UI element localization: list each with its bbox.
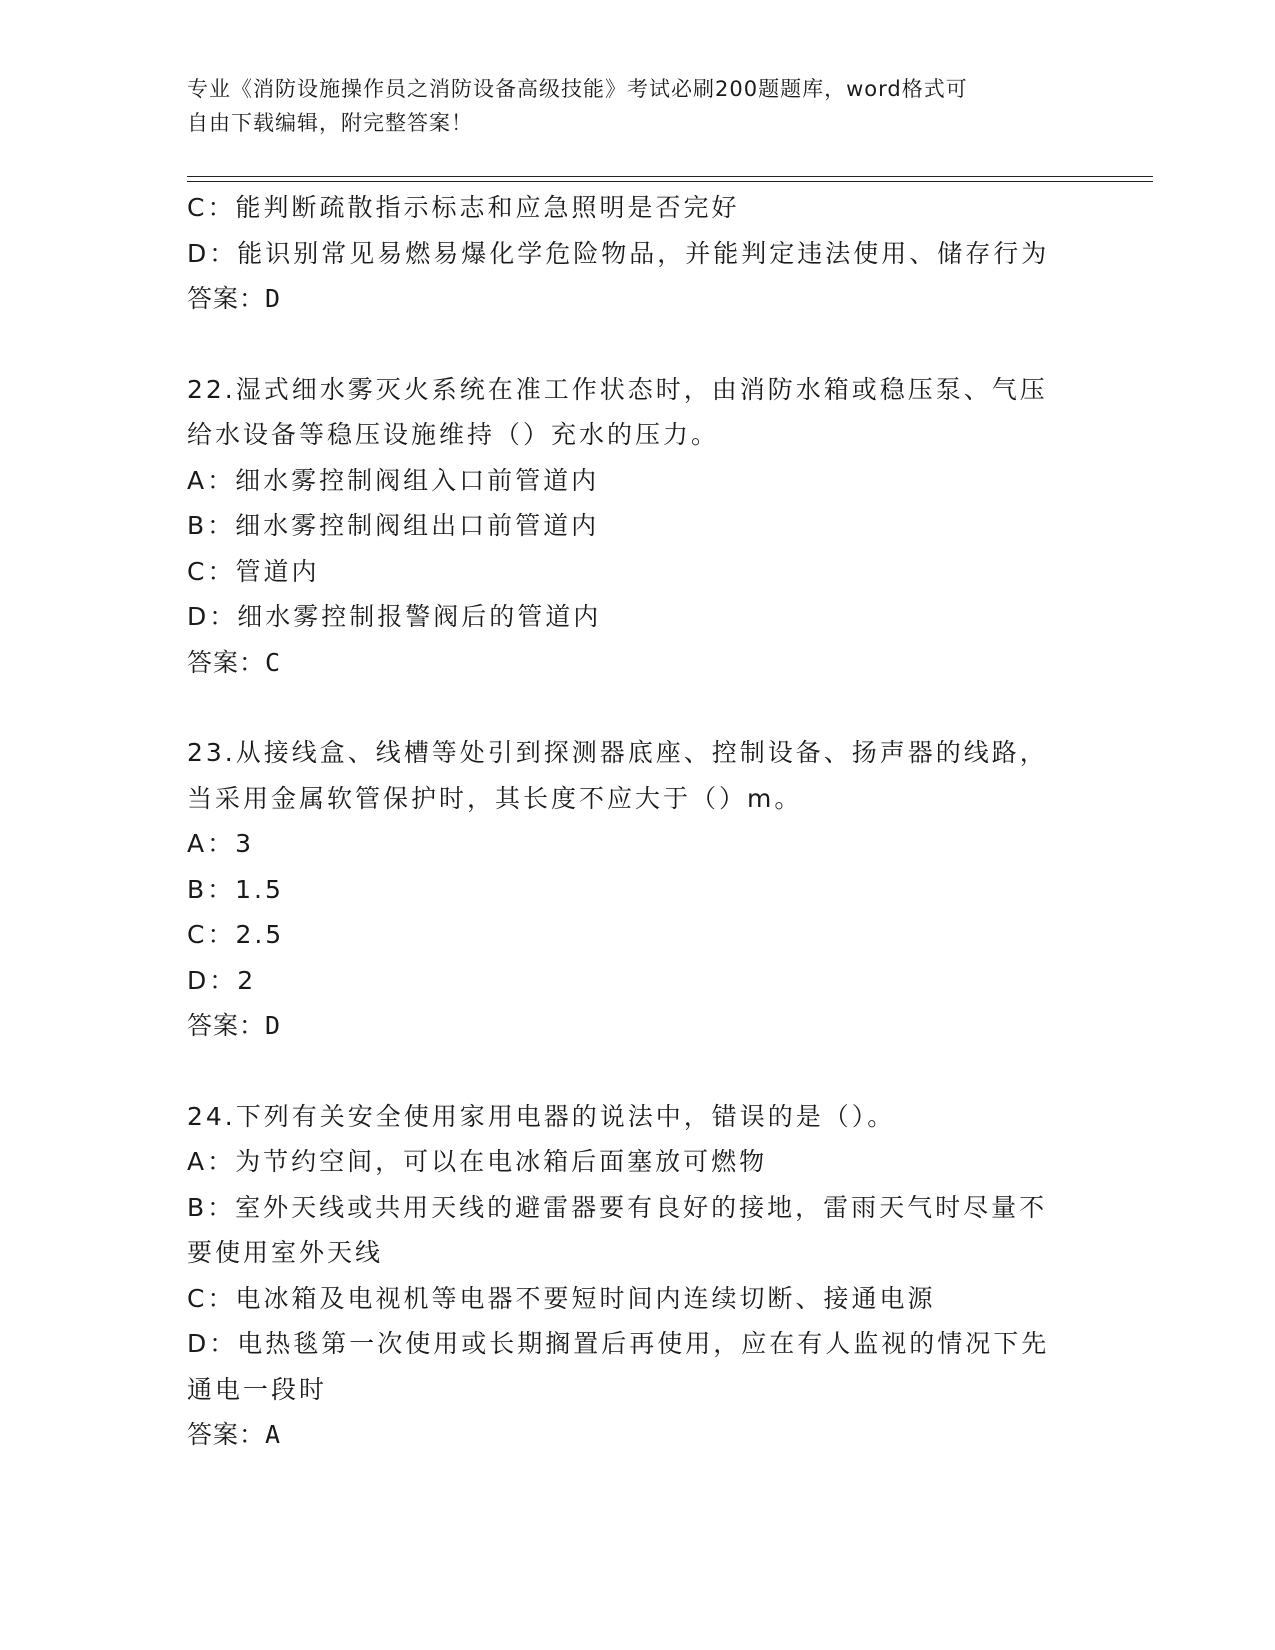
option-a: A：为节约空间，可以在电冰箱后面塞放可燃物: [187, 1147, 768, 1176]
answer: 答案：D: [187, 284, 282, 313]
question-stem: 24.下列有关安全使用家用电器的说法中，错误的是（）。: [187, 1101, 896, 1131]
question-21-tail: [187, 185, 1087, 322]
spacer: [187, 685, 1087, 730]
option-b-continued: 要使用室外天线: [187, 1238, 384, 1267]
question-stem: 22.湿式细水雾灭火系统在准工作状态时，由消防水箱或稳压泵、气压: [187, 374, 1048, 404]
header-rule-top: [187, 176, 1153, 177]
option-c: C：管道内: [187, 556, 320, 586]
option-b: B：细水雾控制阀组出口前管道内: [187, 511, 600, 540]
question-stem-continued: 当采用金属软管保护时，其长度不应大于（）m。: [187, 783, 803, 813]
option-d: D：电热毯第一次使用或长期搁置后再使用，应在有人监视的情况下先: [187, 1329, 1050, 1358]
answer: 答案：D: [187, 1011, 282, 1040]
option-c: C：2.5: [187, 920, 285, 949]
header-line-2: 自由下载编辑，附完整答案！: [187, 111, 473, 135]
question-stem-continued: 给水设备等稳压设施维持（）充水的压力。: [187, 420, 720, 449]
spacer: [187, 322, 1087, 367]
question-list: [187, 185, 1087, 1458]
question-stem: 23.从接线盒、线槽等处引到探测器底座、控制设备、扬声器的线路，: [187, 738, 1048, 767]
option-b: B：室外天线或共用天线的避雷器要有良好的接地，雷雨天气时尽量不: [187, 1192, 1048, 1222]
option-b: B：1.5: [187, 874, 284, 904]
answer: 答案：C: [187, 647, 282, 677]
option-a: A：细水雾控制阀组入口前管道内: [187, 465, 600, 495]
question-24: [187, 1094, 1087, 1458]
option-a: A：3: [187, 829, 255, 858]
question-23: [187, 730, 1087, 1049]
document-header: [187, 72, 1067, 140]
option-d: D：2: [187, 965, 257, 995]
option-d-continued: 通电一段时: [187, 1374, 328, 1404]
option-c: C：电冰箱及电视机等电器不要短时间内连续切断、接通电源: [187, 1283, 936, 1313]
answer: 答案：A: [187, 1420, 282, 1449]
option-d: D：细水雾控制报警阀后的管道内: [187, 602, 602, 631]
header-line-1: 专业《消防设施操作员之消防设备高级技能》考试必刷200题题库，word格式可: [187, 77, 968, 101]
option-c: C：能判断疏散指示标志和应急照明是否完好: [187, 193, 740, 222]
question-22: [187, 367, 1087, 686]
option-d: D：能识别常见易燃易爆化学危险物品，并能判定违法使用、储存行为: [187, 238, 1050, 268]
header-rule-bottom: [187, 181, 1153, 182]
spacer: [187, 1049, 1087, 1094]
